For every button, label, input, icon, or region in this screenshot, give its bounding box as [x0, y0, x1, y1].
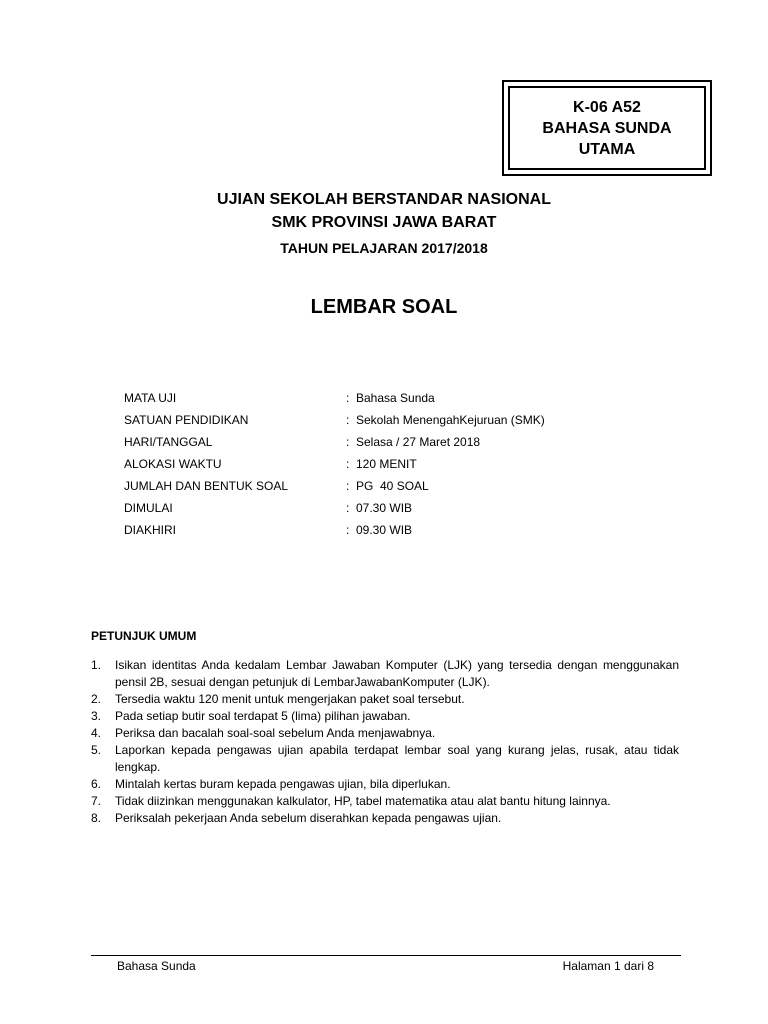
info-row — [124, 455, 545, 477]
academic-year: TAHUN PELAJARAN 2017/2018 — [280, 240, 488, 256]
info-row — [124, 411, 545, 433]
info-label: DIAKHIRI — [124, 523, 177, 537]
instruction-item — [91, 810, 679, 827]
instruction-item — [91, 776, 679, 793]
instruction-item — [91, 793, 679, 810]
instruction-text: Periksalah pekerjaan Anda sebelum diserahkan kepada pengawas ujian. — [115, 811, 502, 825]
exam-code-box-inner — [508, 86, 706, 170]
instruction-item — [91, 742, 679, 776]
instruction-item — [91, 725, 679, 742]
page-title: LEMBAR SOAL — [310, 296, 458, 318]
footer-subject: Bahasa Sunda — [117, 959, 196, 973]
info-value: Sekolah MenengahKejuruan (SMK) — [356, 413, 545, 427]
info-label: ALOKASI WAKTU — [124, 457, 222, 471]
instruction-text: Mintalah kertas buram kepada pengawas ujian, bila diperlukan. — [115, 777, 451, 791]
info-colon: : — [346, 391, 350, 405]
info-value: 120 MENIT — [356, 457, 417, 471]
instruction-number: 6. — [91, 777, 102, 791]
info-colon: : — [346, 479, 350, 493]
info-row — [124, 389, 545, 411]
info-row — [124, 477, 545, 499]
instruction-number: 3. — [91, 709, 102, 723]
info-row — [124, 499, 545, 521]
exam-subject: BAHASA SUNDA — [542, 119, 672, 137]
instruction-number: 4. — [91, 726, 102, 740]
info-value: Selasa / 27 Maret 2018 — [356, 435, 481, 449]
instruction-number: 2. — [91, 692, 102, 706]
instruction-item — [91, 657, 679, 691]
exam-category: UTAMA — [578, 140, 636, 158]
instruction-text: Laporkan kepada pengawas ujian apabila terdapat lembar soal yang kurang jelas, rusak, atau tidak lengkap. — [115, 743, 679, 774]
instruction-text: Periksa dan bacalah soal-soal sebelum Anda menjawabnya. — [115, 726, 436, 740]
info-row — [124, 433, 545, 455]
info-row — [124, 521, 545, 543]
info-value: 07.30 WIB — [356, 501, 413, 515]
instructions-list — [91, 657, 679, 827]
instruction-item — [91, 708, 679, 725]
exam-heading: UJIAN SEKOLAH BERSTANDAR NASIONAL — [217, 191, 551, 208]
exam-code: K-06 A52 — [573, 98, 641, 116]
instruction-item — [91, 691, 679, 708]
info-colon: : — [346, 435, 350, 449]
instruction-number: 1. — [91, 658, 102, 672]
instruction-number: 5. — [91, 743, 102, 757]
info-colon: : — [346, 501, 350, 515]
info-value: Bahasa Sunda — [356, 391, 435, 405]
footer-divider — [91, 955, 681, 956]
instruction-text: Tidak diizinkan menggunakan kalkulator, HP, tabel matematika atau alat bantu hitung lainnya. — [115, 794, 611, 808]
info-value: PG 40 SOAL — [356, 479, 429, 493]
info-value: 09.30 WIB — [356, 523, 413, 537]
instruction-number: 8. — [91, 811, 102, 825]
instruction-text: Isikan identitas Anda kedalam Lembar Jawaban Komputer (LJK) yang tersedia dengan menggunakan pensil 2B, sesuai dengan petunjuk di LembarJawabanKomputer (LJK). — [115, 658, 679, 689]
province-heading: SMK PROVINSI JAWA BARAT — [271, 214, 497, 231]
instruction-text: Tersedia waktu 120 menit untuk mengerjakan paket soal tersebut. — [115, 692, 465, 706]
instruction-text: Pada setiap butir soal terdapat 5 (lima) pilihan jawaban. — [115, 709, 411, 723]
info-label: MATA UJI — [124, 391, 177, 405]
instruction-number: 7. — [91, 794, 102, 808]
info-label: HARI/TANGGAL — [124, 435, 213, 449]
page-number: Halaman 1 dari 8 — [562, 959, 654, 973]
instructions-title: PETUNJUK UMUM — [91, 629, 197, 643]
info-colon: : — [346, 523, 350, 537]
exam-code-box — [502, 80, 712, 176]
exam-info-table — [124, 389, 545, 543]
info-label: SATUAN PENDIDIKAN — [124, 413, 249, 427]
info-label: DIMULAI — [124, 501, 173, 515]
info-colon: : — [346, 457, 350, 471]
info-colon: : — [346, 413, 350, 427]
info-label: JUMLAH DAN BENTUK SOAL — [124, 479, 289, 493]
